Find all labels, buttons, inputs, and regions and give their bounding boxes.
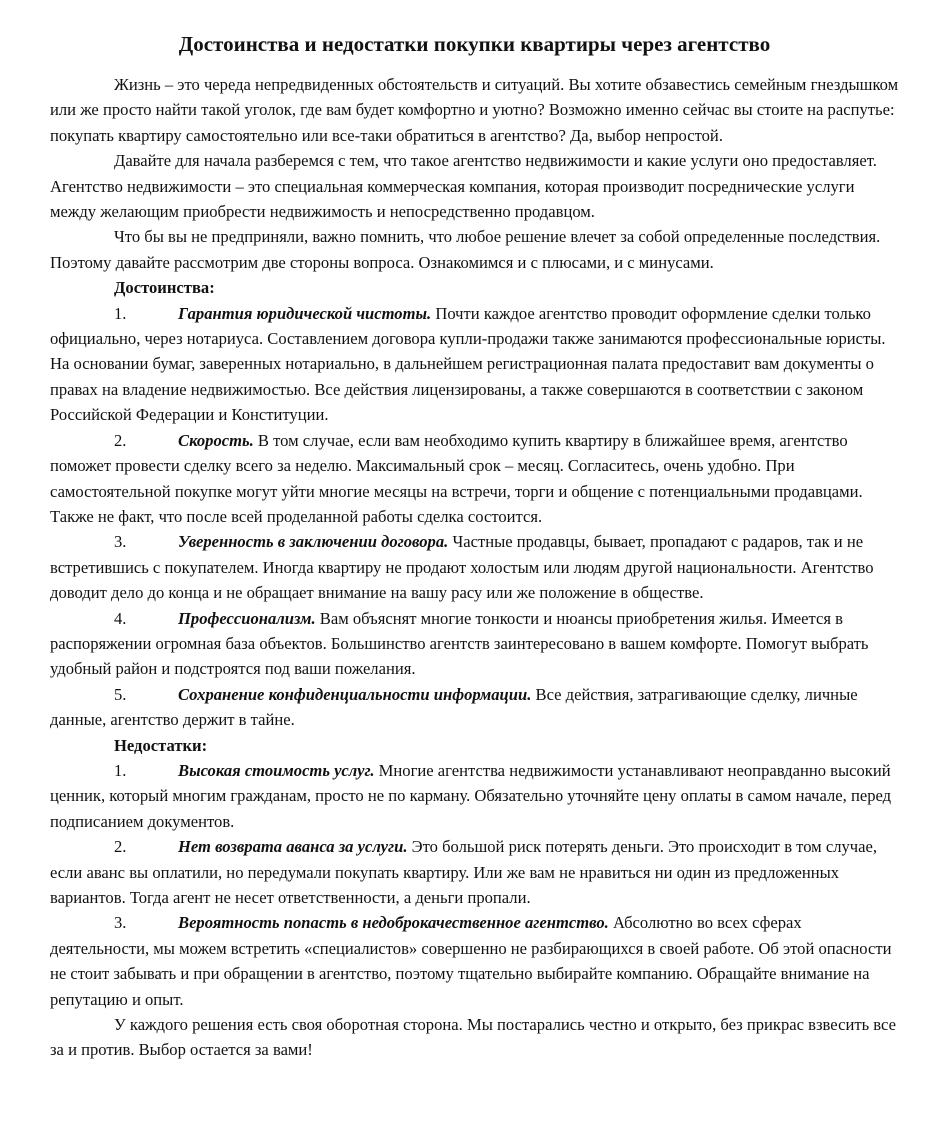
item-number: 3.: [114, 913, 127, 933]
disadvantage-item-2: [50, 834, 899, 910]
disadvantage-item-1: [50, 758, 899, 834]
intro-paragraph-2: Давайте для начала разберемся с тем, что такое агентство недвижимости и какие услуги оно предоставляет. Агентство недвижимости – это специальная коммерческая компания, которая производит посреднические услуги между желающим приобрести недвижимость и непосредственно продавцом.: [50, 151, 877, 222]
item-title: Вероятность попасть в недоброкачественное агентство.: [178, 913, 609, 933]
advantage-item-2: [50, 428, 899, 530]
document-title: Достоинства и недостатки покупки квартиры через агентство: [178, 32, 771, 56]
disadvantages-heading: Недостатки:: [114, 735, 208, 755]
item-number: 1.: [114, 303, 127, 323]
item-title: Скорость.: [178, 430, 254, 450]
intro-paragraph-1: Жизнь – это череда непредвиденных обстоятельств и ситуаций. Вы хотите обзавестись семейным гнездышком или же просто найти такой уголок, где вам будет комфортно и уютно? Возможно именно сейчас вы стоите на распутье: покупать квартиру самостоятельно или все-таки обратиться в агентство? Да, выбор непростой.: [50, 75, 899, 145]
disadvantage-item-3: [50, 910, 899, 1012]
item-number: 2.: [114, 837, 127, 857]
item-number: 3.: [114, 532, 127, 552]
item-number: 2.: [114, 430, 127, 450]
conclusion-paragraph: У каждого решения есть своя оборотная сторона. Мы постарались честно и открыто, без прикрас взвесить все за и против. Выбор остается за вами!: [50, 1015, 896, 1060]
item-number: 1.: [114, 760, 127, 780]
advantage-item-4: [50, 606, 899, 682]
advantage-item-3: [50, 529, 899, 605]
item-text: Вам объяснят многие тонкости и нюансы приобретения жилья. Имеется в распоряжении огромная база объектов. Большинство агентств заинтересовано в вашем комфорте. Помогут выбрать удобный район и подстроятся под ваши пожелания.: [50, 608, 869, 679]
item-text: Это большой риск потерять деньги. Это происходит в том случае, если аванс вы оплатили, но передумали покупать квартиру. Или же вам не нравиться ни один из предложенных вариантов. Тогда агент не несет ответственности, а деньги пропали.: [50, 837, 878, 907]
item-text: Абсолютно во всех сферах деятельности, мы можем встретить «специалистов» совершенно не разбирающихся в своей работе. Об этой опасности не стоит забывать и при обращении в агентство, поэтому тщательно выбирайте компанию. Обращайте внимание на репутацию и опыт.: [50, 913, 892, 1009]
item-title: Высокая стоимость услуг.: [178, 760, 375, 780]
item-number: 5.: [114, 684, 127, 704]
advantages-heading: Достоинства:: [114, 278, 215, 298]
intro-paragraph-3: Что бы вы не предприняли, важно помнить, что любое решение влечет за собой определенные последствия. Поэтому давайте рассмотрим две стороны вопроса. Ознакомимся и с плюсами, и с минусами.: [50, 227, 881, 272]
item-text: Почти каждое агентство проводит оформление сделки только официально, через нотариуса. Составлением договора купли-продажи также занимаются профессиональные юристы. На основании бумаг, заверенных нотариально, в дальнейшем регистрационная палата предоставит вам документы о правах на владение недвижимостью. Все действия лицензированы, а также совершаются в соответствии с законом Российской Федерации и Конституции.: [50, 303, 886, 425]
advantage-item-5: [50, 682, 899, 733]
item-title: Гарантия юридической чистоты.: [178, 303, 432, 323]
item-title: Уверенность в заключении договора.: [178, 532, 449, 552]
item-text: Многие агентства недвижимости устанавливают неоправданно высокий ценник, который многим гражданам, просто не по карману. Обязательно уточняйте цену оплаты в самом начале, перед подписанием документов.: [50, 760, 892, 831]
item-title: Профессионализм.: [178, 608, 316, 628]
item-text: Частные продавцы, бывает, пропадают с радаров, так и не встретившись с покупателем. Иногда квартиру не продают холостым или людям другой национальности. Агентство доводит дело до конца и не обращает внимание на вашу расу или же положение в обществе.: [50, 532, 874, 603]
item-title: Сохранение конфиденциальности информации.: [178, 684, 532, 704]
item-text: В том случае, если вам необходимо купить квартиру в ближайшее время, агентство поможет провести сделку всего за неделю. Максимальный срок – месяц. Согласитесь, очень удобно. При самостоятельной покупке могут уйти многие месяцы на встречи, торги и общение с потенциальными продавцами. Также не факт, что после всей проделанной работы сделка состоится.: [50, 430, 863, 526]
advantage-item-1: [50, 301, 899, 428]
item-number: 4.: [114, 608, 127, 628]
item-title: Нет возврата аванса за услуги.: [178, 837, 408, 857]
item-text: Все действия, затрагивающие сделку, личные данные, агентство держит в тайне.: [50, 684, 858, 730]
